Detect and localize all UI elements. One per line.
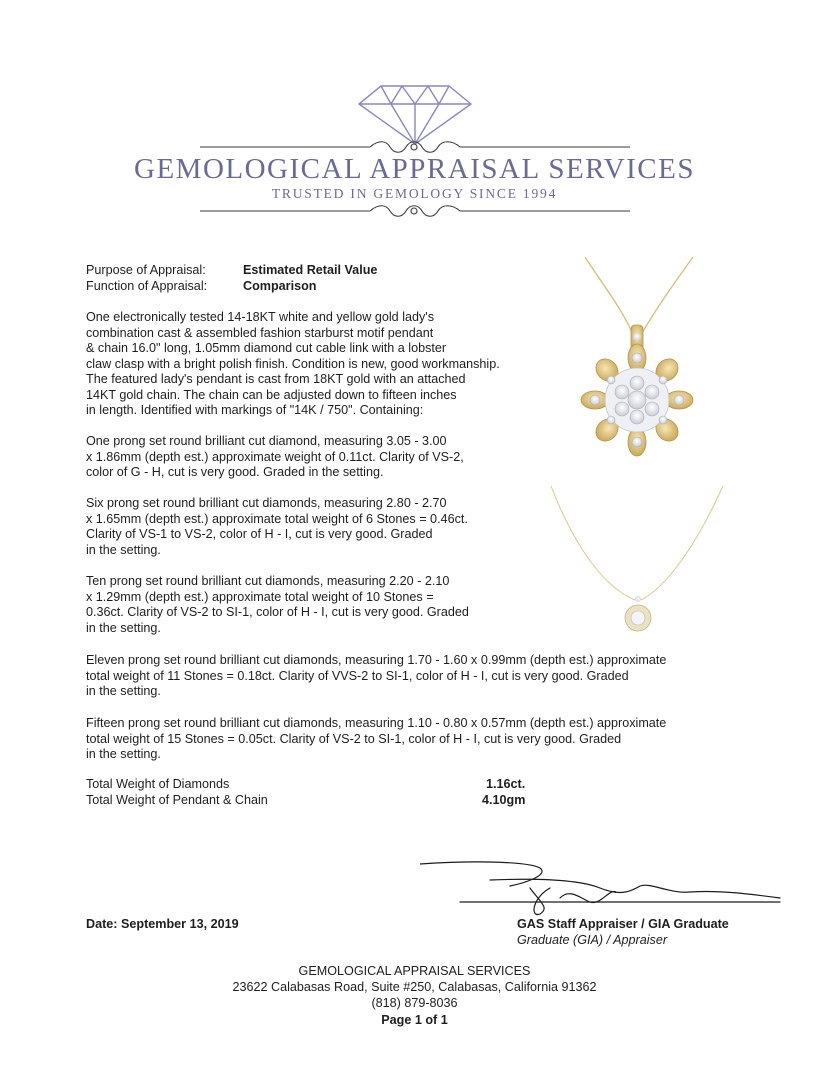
stone-paragraph-5: Fifteen prong set round brilliant cut diamonds, measuring 1.10 - 0.80 x 0.57mm (depth est.) approximate total weight of 15 Stones = 0.05ct. Clarity of VS-2 to SI-1, color of H - I, cut is very good. Graded in the setting. — [86, 716, 667, 761]
appraiser-subtitle: Graduate (GIA) / Appraiser — [517, 933, 668, 947]
footer-address: 23622 Calabasas Road, Suite #250, Calabasas, California 91362 — [232, 980, 597, 994]
stone-paragraph-4: Eleven prong set round brilliant cut diamonds, measuring 1.70 - 1.60 x 0.99mm (depth est.) approximate total weight of 11 Stones = 0.18ct. Clarity of VVS-2 to SI-1, color of H - I, cut is very good. Graded in the setting. — [86, 653, 667, 698]
purpose-value: Estimated Retail Value — [243, 263, 378, 277]
company-tagline: TRUSTED IN GEMOLOGY SINCE 1994 — [271, 186, 558, 201]
letterhead — [0, 0, 829, 230]
item-description: One electronically tested 14-18KT white and yellow gold lady's combination cast & assembled fashion starburst motif pendant & chain 16.0" long, 1.05mm diamond cut cable link with a lobster claw clasp with a bright polish finish. Condition is new, good workmanship. The featured lady's pendant is cast from 18KT gold with an attached 14KT gold chain. The chain can be adjusted down to fifteen inches in length. Identified with markings of "14K / 750". Containing: — [86, 310, 500, 417]
purpose-label: Purpose of Appraisal: — [86, 263, 206, 277]
ornament-divider-bottom — [200, 202, 630, 220]
pendant-chain-image — [545, 478, 730, 648]
total-diamonds-value: 1.16ct. — [486, 777, 526, 791]
company-name: GEMOLOGICAL APPRAISAL SERVICES — [134, 153, 695, 185]
stone-paragraph-2: Six prong set round brilliant cut diamonds, measuring 2.80 - 2.70 x 1.65mm (depth est.) approximate total weight of 6 Stones = 0.46ct. Clarity of VS-1 to VS-2, color of H - I, cut is very good. Graded in the setting. — [86, 496, 468, 557]
page-number: Page 1 of 1 — [381, 1013, 448, 1027]
diamond-icon — [355, 82, 475, 146]
function-value: Comparison — [243, 279, 317, 293]
total-weight-label: Total Weight of Pendant & Chain — [86, 793, 268, 807]
pendant-closeup-image — [563, 255, 709, 465]
stone-paragraph-1: One prong set round brilliant cut diamond, measuring 3.05 - 3.00 x 1.86mm (depth est.) approximate weight of 0.11ct. Clarity of VS-2, color of G - H, cut is very good. Graded in the setting. — [86, 434, 464, 479]
footer-company: GEMOLOGICAL APPRAISAL SERVICES — [298, 964, 531, 978]
total-diamonds-label: Total Weight of Diamonds — [86, 777, 230, 791]
appraisal-date: Date: September 13, 2019 — [86, 917, 239, 931]
footer-phone: (818) 879-8036 — [371, 996, 458, 1010]
appraiser-title: GAS Staff Appraiser / GIA Graduate — [517, 917, 729, 931]
appraiser-signature — [420, 858, 790, 918]
total-weight-value: 4.10gm — [482, 793, 526, 807]
function-label: Function of Appraisal: — [86, 279, 208, 293]
stone-paragraph-3: Ten prong set round brilliant cut diamonds, measuring 2.20 - 2.10 x 1.29mm (depth est.) approximate total weight of 10 Stones = 0.36ct. Clarity of VS-2 to SI-1, color of H - I, cut is very good. Graded in the setting. — [86, 574, 469, 635]
